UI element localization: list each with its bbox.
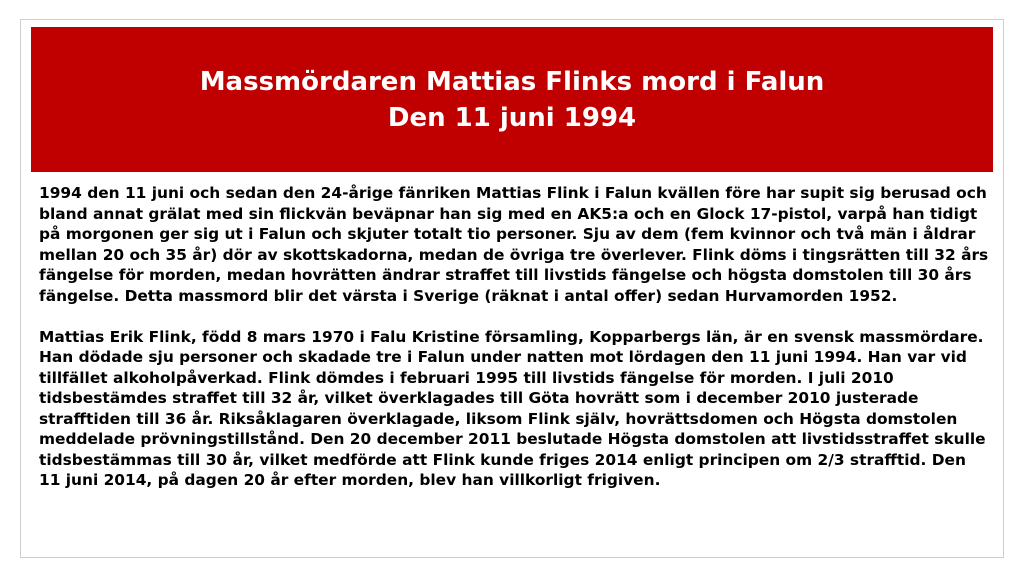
slide-subtitle: Den 11 juni 1994: [387, 102, 637, 133]
slide-title: Massmördaren Mattias Flinks mord i Falun: [199, 66, 825, 97]
paragraph-summary: 1994 den 11 juni och sedan den 24-årige fänriken Mattias Flink i Falun kvällen före har supit sig berusad och bland annat grälat med sin flickvän beväpnar han sig med en AK5:a och en Glock 17-pistol, varpå han tidigt på morgonen ger sig ut i Falun och skjuter totalt tio personer. Sju av dem (fem kvinnor och två män i åldrar mellan 20 och 35 år) dör av skottskadorna, medan de övriga tre överlever. Flink döms i tingsrätten till 32 års fängelse för morden, medan hovrätten ändrar straffet till livstids fängelse och högsta domstolen till 30 års fängelse. Detta massmord blir det värsta i Sverige (räknat i antal offer) sedan Hurvamorden 1952.: [39, 184, 989, 305]
paragraph-biography: Mattias Erik Flink, född 8 mars 1970 i Falu Kristine församling, Kopparbergs län, är en svensk massmördare. Han dödade sju personer och skadade tre i Falun under natten mot lördagen den 11 juni 1994. Han var vid tillfället alkoholpåverkad. Flink dömdes i februari 1995 till livstids fängelse för morden. I juli 2010 tidsbestämdes straffet till 32 år, vilket överklagades till Göta hovrätt som i december 2010 justerade strafftiden till 36 år. Riksåklagaren överklagade, liksom Flink själv, hovrättsdomen och Högsta domstolen meddelade prövningstillstånd. Den 20 december 2011 beslutade Högsta domstolen att livstidsstraffet skulle tidsbestämmas till 30 år, vilket medförde att Flink kunde friges 2014 enligt principen om 2/3 strafftid. Den 11 juni 2014, på dagen 20 år efter morden, blev han villkorligt frigiven.: [39, 327, 986, 489]
title-banner: [31, 27, 993, 172]
body-text: [39, 183, 989, 491]
